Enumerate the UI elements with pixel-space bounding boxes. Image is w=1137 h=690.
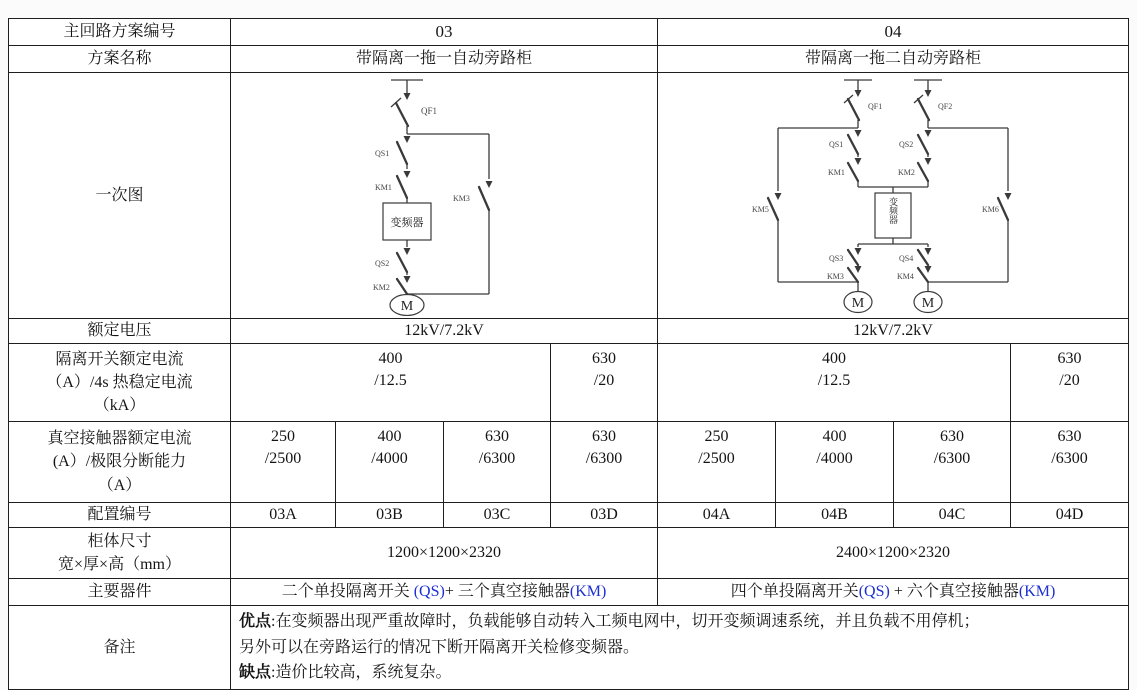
label-rated-voltage: 额定电压 [9,319,231,344]
scheme-03-contactor-2 [336,422,444,503]
scheme-03-contactor-1 [231,422,336,503]
scheme-04-name: 带隔离一拖二自动旁路柜 [658,46,1129,73]
advantage-text: :在变频器出现严重故障时，负载能够自动转入工频电网中，切开变频调速系统，并且负载不用停机； [271,613,980,630]
remarks-advantage-line [239,609,1120,635]
label-config-number: 配置编号 [9,503,231,528]
value-line: /12.5 [817,371,851,389]
components-text: + 六个真空接触器 [889,583,1019,601]
config-04D: 04D [1011,503,1129,528]
row-scheme-name [9,46,1129,73]
remarks-cell [231,606,1129,690]
qs4-label: QS4 [899,253,914,263]
config-03B: 03B [336,503,444,528]
config-04A: 04A [658,503,776,528]
km6-label: KM6 [982,204,999,214]
row-remarks [9,606,1129,690]
value-line: /20 [1059,371,1080,389]
qs3-label: QS3 [829,253,844,263]
scheme-04-diagram-cell [658,73,1129,319]
value-line: /6300 [1051,449,1088,467]
scheme-03-voltage: 12kV/7.2kV [231,319,658,344]
disadvantage-label: 缺点 [239,664,272,682]
value-line: 630 [1057,350,1082,367]
value-line: 400 [822,428,847,445]
km-code: (KM) [1018,583,1056,601]
value-line: 250 [704,428,729,445]
value-line: /4000 [371,449,408,467]
value-line: 250 [271,428,295,445]
scheme-03-components [231,579,658,606]
value-line: 630 [1057,428,1082,445]
value-line: 400 [822,350,846,367]
qs-code: (QS) [413,583,445,601]
label-primary-diagram: 一次图 [9,73,231,319]
scheme-04-contactor-2 [776,422,894,503]
disadvantage-text: :造价比较高，系统复杂。 [271,664,452,682]
km1-label: KM1 [375,182,392,192]
motor-label: M [400,298,414,314]
km2-label: KM2 [898,167,915,177]
value-line: /6300 [585,449,623,467]
scheme-04-cabinet-size: 2400×1200×2320 [658,528,1129,579]
scheme-04-voltage: 12kV/7.2kV [658,319,1129,344]
km4-label: KM4 [897,271,914,281]
label-isolator-line1: 隔离开关额定电流 [55,350,184,368]
km-code: (KM) [569,583,607,601]
qs1-label: QS1 [829,139,844,149]
label-scheme-number: 主回路方案编号 [9,19,231,46]
scheme-04-isolator-main [658,344,1011,422]
label-isolator-current [9,344,231,422]
motor-2-label: M [921,295,935,311]
remarks-line2: 另外可以在旁路运行的情况下断开隔离开关检修变频器。 [239,638,640,656]
config-04B: 04B [776,503,894,528]
km3-label: KM3 [827,271,844,281]
row-primary-diagram [9,73,1129,319]
value-line: /12.5 [374,371,407,389]
value-line: 630 [940,428,964,445]
value-line: /4000 [816,449,853,467]
vfd-box-label: 变频器 [390,216,424,229]
value-line: /6300 [933,449,971,467]
scheme-03-contactor-3 [444,422,551,503]
scheme-03-cabinet-size: 1200×1200×2320 [231,528,658,579]
value-line: /2500 [264,449,302,467]
value-line: /2500 [698,449,735,467]
label-isolator-line3: （kA） [93,397,146,415]
components-text: + 三个真空接触器 [444,583,570,601]
row-cabinet-size [9,528,1129,579]
value-line: 630 [485,428,509,445]
qf1-label: QF1 [868,101,883,111]
scheme-04-isolator-high [1011,344,1129,422]
value-line: 400 [377,428,402,445]
value-line: 630 [592,428,616,445]
advantage-label: 优点 [239,613,272,630]
row-contactor-current [9,422,1129,503]
row-rated-voltage [9,319,1129,344]
label-isolator-line2: （A）/4s 热稳定电流 [46,373,193,391]
scheme-04-number: 04 [658,19,1129,46]
label-contactor-line3: （A） [97,476,142,494]
vfd-box-label: 变频器 [888,196,898,224]
scheme-04-contactor-3 [894,422,1011,503]
scheme-03-isolator-high [551,344,658,422]
km2-label: KM2 [373,282,390,292]
scheme-comparison-table [8,18,1129,690]
km1-label: KM1 [828,167,845,177]
qs2-label: QS2 [899,139,914,149]
label-remarks: 备注 [9,606,231,690]
scheme-04-contactor-4 [1011,422,1129,503]
row-isolator-current [9,344,1129,422]
qs2-label: QS2 [375,258,390,268]
scheme-04-contactor-1 [658,422,776,503]
row-main-components [9,579,1129,606]
qf2-label: QF2 [938,101,953,111]
label-contactor-current [9,422,231,503]
label-scheme-name: 方案名称 [9,46,231,73]
label-contactor-line2: (A）/极限分断能力 [52,453,187,471]
label-main-components: 主要器件 [9,579,231,606]
motor-1-label: M [851,295,865,311]
qs1-label: QS1 [375,148,390,158]
scheme-03-contactor-4 [551,422,658,503]
km3-label: KM3 [453,193,470,203]
value-line: /6300 [478,449,516,467]
scheme-04-components [658,579,1129,606]
config-03A: 03A [231,503,336,528]
config-04C: 04C [894,503,1011,528]
value-line: 630 [592,350,616,367]
qf1-label: QF1 [421,105,438,116]
scheme-03-number: 03 [231,19,658,46]
scheme-04-circuit-diagram [748,76,1038,316]
remarks-disadvantage-line [239,660,1120,686]
label-cabinet-size [9,528,231,579]
row-config-number [9,503,1129,528]
qs-code: (QS) [858,583,890,601]
components-text: 四个单投隔离开关 [730,583,859,601]
components-text: 二个单投隔离开关 [281,583,414,601]
scheme-03-name: 带隔离一拖一自动旁路柜 [231,46,658,73]
config-03D: 03D [551,503,658,528]
scheme-03-circuit-diagram [329,76,559,316]
label-contactor-line1: 真空接触器额定电流 [47,430,192,448]
value-line: 400 [378,350,403,367]
value-line: /20 [593,371,615,389]
row-scheme-number [9,19,1129,46]
scheme-03-isolator-main [231,344,551,422]
label-cabinet-line2: 宽×厚×高（mm） [58,556,181,573]
config-03C: 03C [444,503,551,528]
scheme-03-diagram-cell [231,73,658,319]
km5-label: KM5 [752,204,769,214]
label-cabinet-line1: 柜体尺寸 [87,532,152,550]
